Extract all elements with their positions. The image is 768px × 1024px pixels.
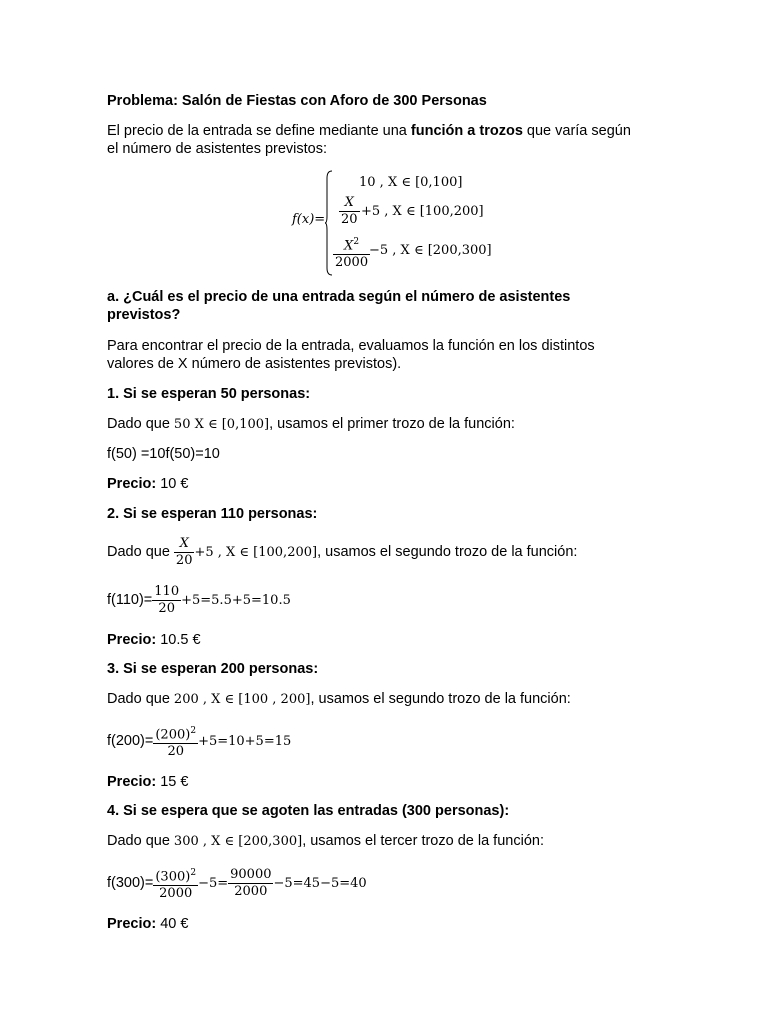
intro-bold-term: función a trozos xyxy=(410,123,523,139)
piecewise-case-2-den: 20 xyxy=(341,212,358,227)
intro-line-2: el número de asistentes previstos: xyxy=(107,141,328,157)
case-4-dado-math: 300 , X ∈ [200,300] xyxy=(173,834,303,849)
explain-line-2: valores de X número de asistentes previstos). xyxy=(107,356,402,372)
case-3-dado: Dado que 200 , X ∈ [100 , 200], usamos el segundo trozo de la función: xyxy=(107,691,571,707)
question-a-line-1: a. ¿Cuál es el precio de una entrada según el número de asistentes xyxy=(107,289,571,305)
precio-label: Precio: xyxy=(107,916,157,932)
precio-label: Precio: xyxy=(107,632,157,648)
case-2-calc: f(110)= $\frac{110}{20}$ +5=5.5+5=10.5 xyxy=(107,583,291,616)
left-brace-icon xyxy=(325,170,333,276)
intro-text-a: El precio de la entrada se define mediante una xyxy=(107,123,411,139)
question-a-line-2: previstos? xyxy=(107,307,181,323)
piecewise-case-3-rest: −5 , X ∈ [200,300] xyxy=(369,243,492,258)
case-3-heading: 3. Si se esperan 200 personas: xyxy=(107,661,319,677)
piecewise-case-3-num: $X^2$ xyxy=(333,234,370,255)
case-3-precio xyxy=(107,773,188,791)
case-1-calc: f(50) =10f(50)=10 xyxy=(107,446,220,462)
case-4-calc: f(300)= $\frac{(300)^2}{2000}$ −5= $\frac{90000}{2000}$ −5=45−5=40 xyxy=(107,864,367,903)
precio-value: 10 € xyxy=(156,476,189,492)
case-3-dado-math: 200 , X ∈ [100 , 200] xyxy=(173,692,311,707)
case-4-calc-fraction-1: $\frac{(300)^2}{2000}$ xyxy=(153,865,198,902)
piecewise-case-2-fraction xyxy=(339,195,360,228)
case-2-heading: 2. Si se esperan 110 personas: xyxy=(107,506,318,522)
case-4-heading: 4. Si se espera que se agoten las entradas (300 personas): xyxy=(107,803,510,819)
case-1-dado-math: 50 X ∈ [0,100] xyxy=(173,417,270,432)
problem-title: Problema: Salón de Fiestas con Aforo de 300 Personas xyxy=(107,93,487,109)
case-1-dado: Dado que 50 X ∈ [0,100], usamos el primer trozo de la función: xyxy=(107,416,515,432)
explain-line-1: Para encontrar el precio de la entrada, evaluamos la función en los distintos xyxy=(107,338,595,354)
case-4-calc-fraction-2: $\frac{90000}{2000}$ xyxy=(230,866,272,899)
precio-value: 40 € xyxy=(156,916,189,932)
intro-line-1 xyxy=(107,122,631,140)
precio-value: 15 € xyxy=(156,774,189,790)
precio-value: 10.5 € xyxy=(156,632,201,648)
precio-label: Precio: xyxy=(107,476,157,492)
case-2-precio xyxy=(107,631,201,649)
piecewise-case-3-fraction xyxy=(333,234,370,271)
piecewise-case-1: 10 , X ∈ [0,100] xyxy=(359,175,463,190)
piecewise-case-2-num: X xyxy=(339,195,360,212)
intro-text-b: que varía según xyxy=(522,123,631,139)
piecewise-case-2-rest: +5 , X ∈ [100,200] xyxy=(361,204,484,219)
case-2-calc-fraction: $\frac{110}{20}$ xyxy=(154,583,180,616)
case-2-dado-math: +5 , X ∈ [100,200] xyxy=(194,545,318,560)
piecewise-lhs: f(x)= xyxy=(292,212,326,227)
case-1-heading: 1. Si se esperan 50 personas: xyxy=(107,386,311,402)
case-1-precio xyxy=(107,475,188,493)
case-2-dado: Dado que $\frac{X}{20}$ +5 , X ∈ [100,200], usamos el segundo trozo de la función: xyxy=(107,535,578,568)
case-3-calc: f(200)= $\frac{(200)^2}{20}$ +5=10+5=15 xyxy=(107,722,291,761)
case-4-precio xyxy=(107,915,188,933)
piecewise-case-3-den: 2000 xyxy=(335,255,369,271)
case-2-dado-fraction: $\frac{X}{20}$ xyxy=(175,535,193,568)
precio-label: Precio: xyxy=(107,774,157,790)
case-3-calc-fraction: $\frac{(200)^2}{20}$ xyxy=(153,723,198,760)
case-4-dado: Dado que 300 , X ∈ [200,300], usamos el tercer trozo de la función: xyxy=(107,833,544,849)
